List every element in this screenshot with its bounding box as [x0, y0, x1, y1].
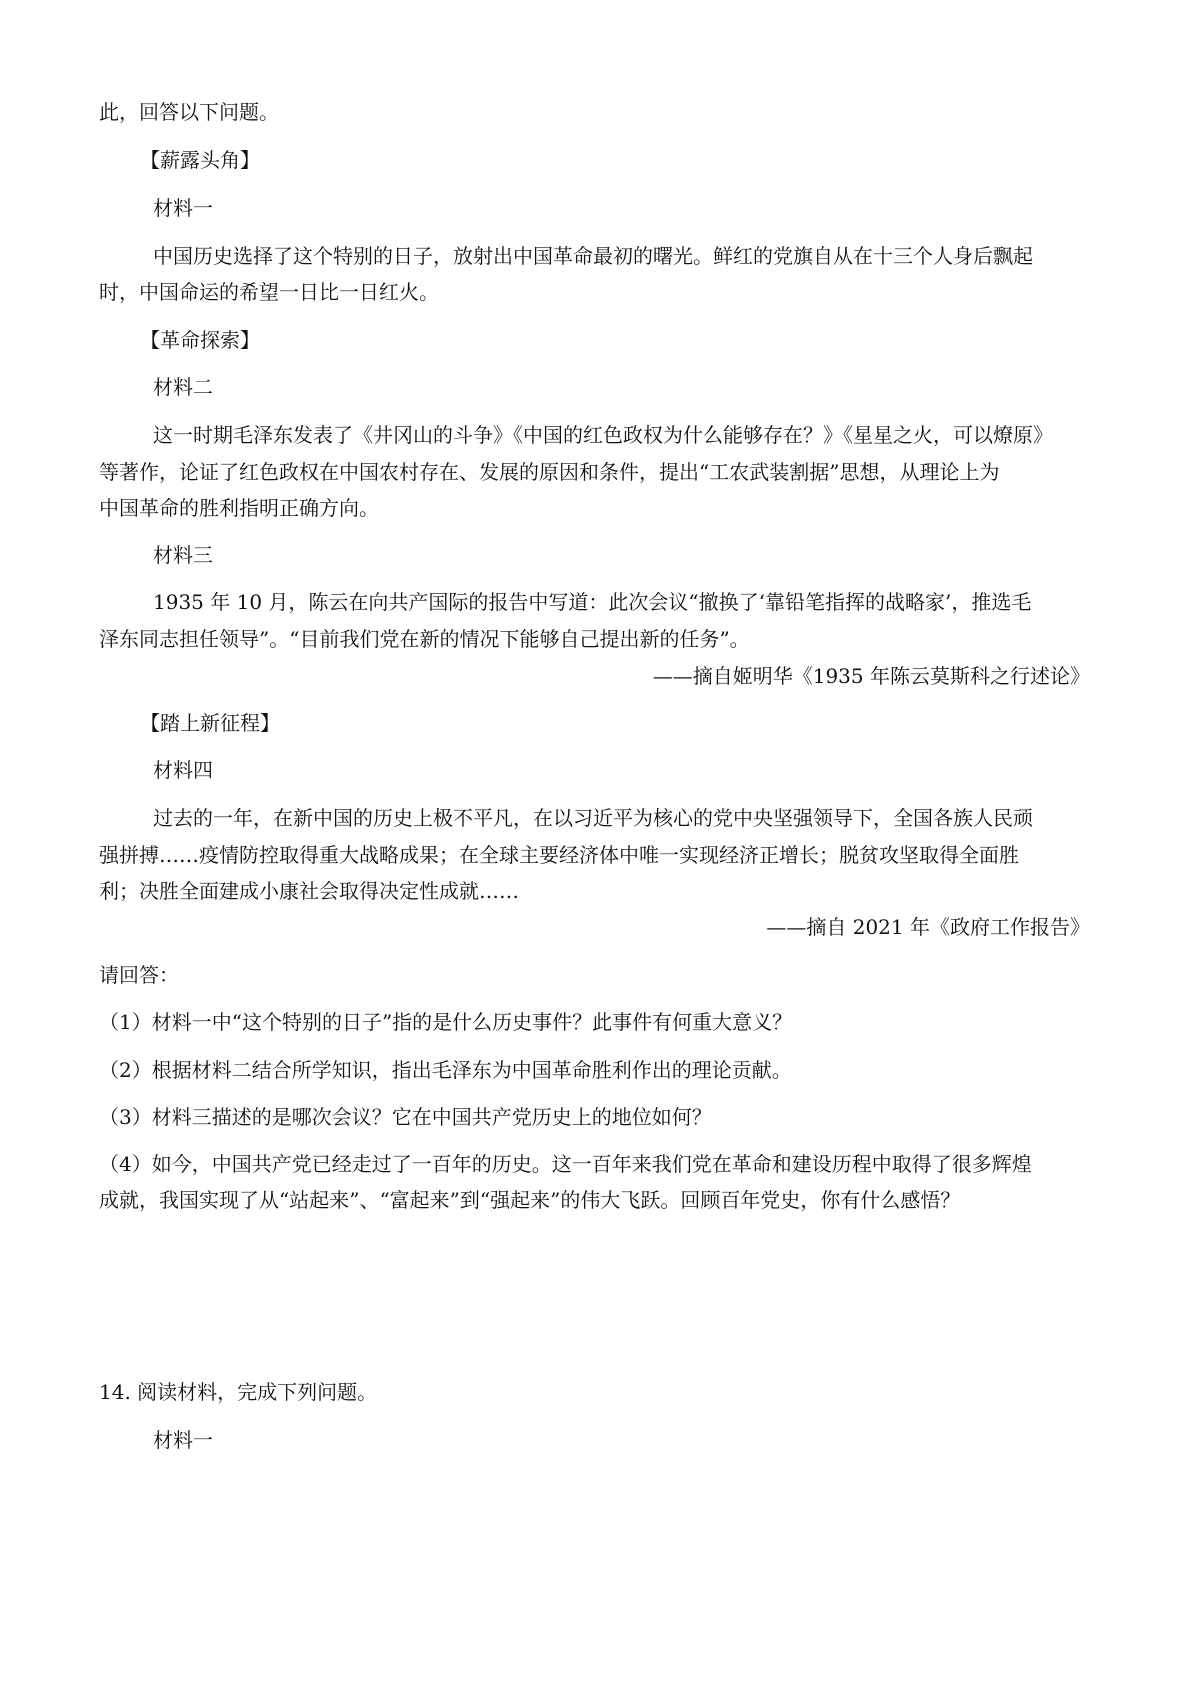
question-3: （3）材料三描述的是哪次会议？它在中国共产党历史上的地位如何？ [99, 1105, 712, 1129]
material3-source: ——摘自姬明华《1935 年陈云莫斯科之行述论》 [652, 664, 1090, 688]
material2-line-3: 中国革命的胜利指明正确方向。 [99, 496, 379, 520]
material3-line-2: 泽东同志担任领导”。“目前我们党在新的情况下能够自己提出新的任务”。 [99, 627, 750, 651]
material-label-4: 材料四 [153, 758, 213, 782]
material4-line-3: 利；决胜全面建成小康社会取得决定性成就…… [99, 879, 519, 903]
question-14-heading: 14. 阅读材料，完成下列问题。 [99, 1380, 378, 1404]
material1-line-1: 中国历史选择了这个特别的日子，放射出中国革命最初的曙光。鲜红的党旗自从在十三个人身后飘起 [153, 244, 1033, 268]
question-1: （1）材料一中“这个特别的日子”指的是什么历史事件？此事件有何重大意义？ [99, 1010, 793, 1034]
material4-source: ——摘自 2021 年《政府工作报告》 [766, 915, 1090, 939]
material4-line-2: 强拼搏……疫情防控取得重大战略成果；在全球主要经济体中唯一实现经济正增长；脱贫攻坚取得全面胜 [99, 843, 1019, 867]
section-heading-2: 【革命探索】 [140, 328, 260, 352]
question-14-material-label: 材料一 [153, 1428, 213, 1452]
material-label-3: 材料三 [153, 543, 213, 567]
intro-text: 此，回答以下问题。 [99, 100, 279, 124]
material2-line-2: 等著作，论证了红色政权在中国农村存在、发展的原因和条件，提出“工农武装割据”思想，从理论上为 [99, 460, 1000, 484]
question-4-line-2: 成就，我国实现了从“站起来”、“富起来”到“强起来”的伟大飞跃。回顾百年党史，你有什么感悟？ [99, 1188, 961, 1212]
material4-line-1: 过去的一年，在新中国的历史上极不平凡，在以习近平为核心的党中央坚强领导下，全国各族人民顽 [153, 806, 1033, 830]
question-2: （2）根据材料二结合所学知识，指出毛泽东为中国革命胜利作出的理论贡献。 [99, 1058, 792, 1082]
material2-line-1: 这一时期毛泽东发表了《井冈山的斗争》《中国的红色政权为什么能够存在？》《星星之火，可以燎原》 [153, 423, 1053, 447]
material3-line-1: 1935 年 10 月，陈云在向共产国际的报告中写道：此次会议“撤换了‘靠铅笔指挥的战略家’，推选毛 [153, 590, 1032, 614]
question-4-line-1: （4）如今，中国共产党已经走过了一百年的历史。这一百年来我们党在革命和建设历程中取得了很多辉煌 [99, 1152, 1032, 1176]
answer-prompt: 请回答： [99, 963, 179, 987]
section-heading-3: 【踏上新征程】 [140, 711, 280, 735]
material-label-2: 材料二 [153, 375, 213, 399]
material1-line-2: 时，中国命运的希望一日比一日红火。 [99, 280, 439, 304]
material-label-1: 材料一 [153, 196, 213, 220]
section-heading-1: 【薪露头角】 [140, 148, 260, 172]
